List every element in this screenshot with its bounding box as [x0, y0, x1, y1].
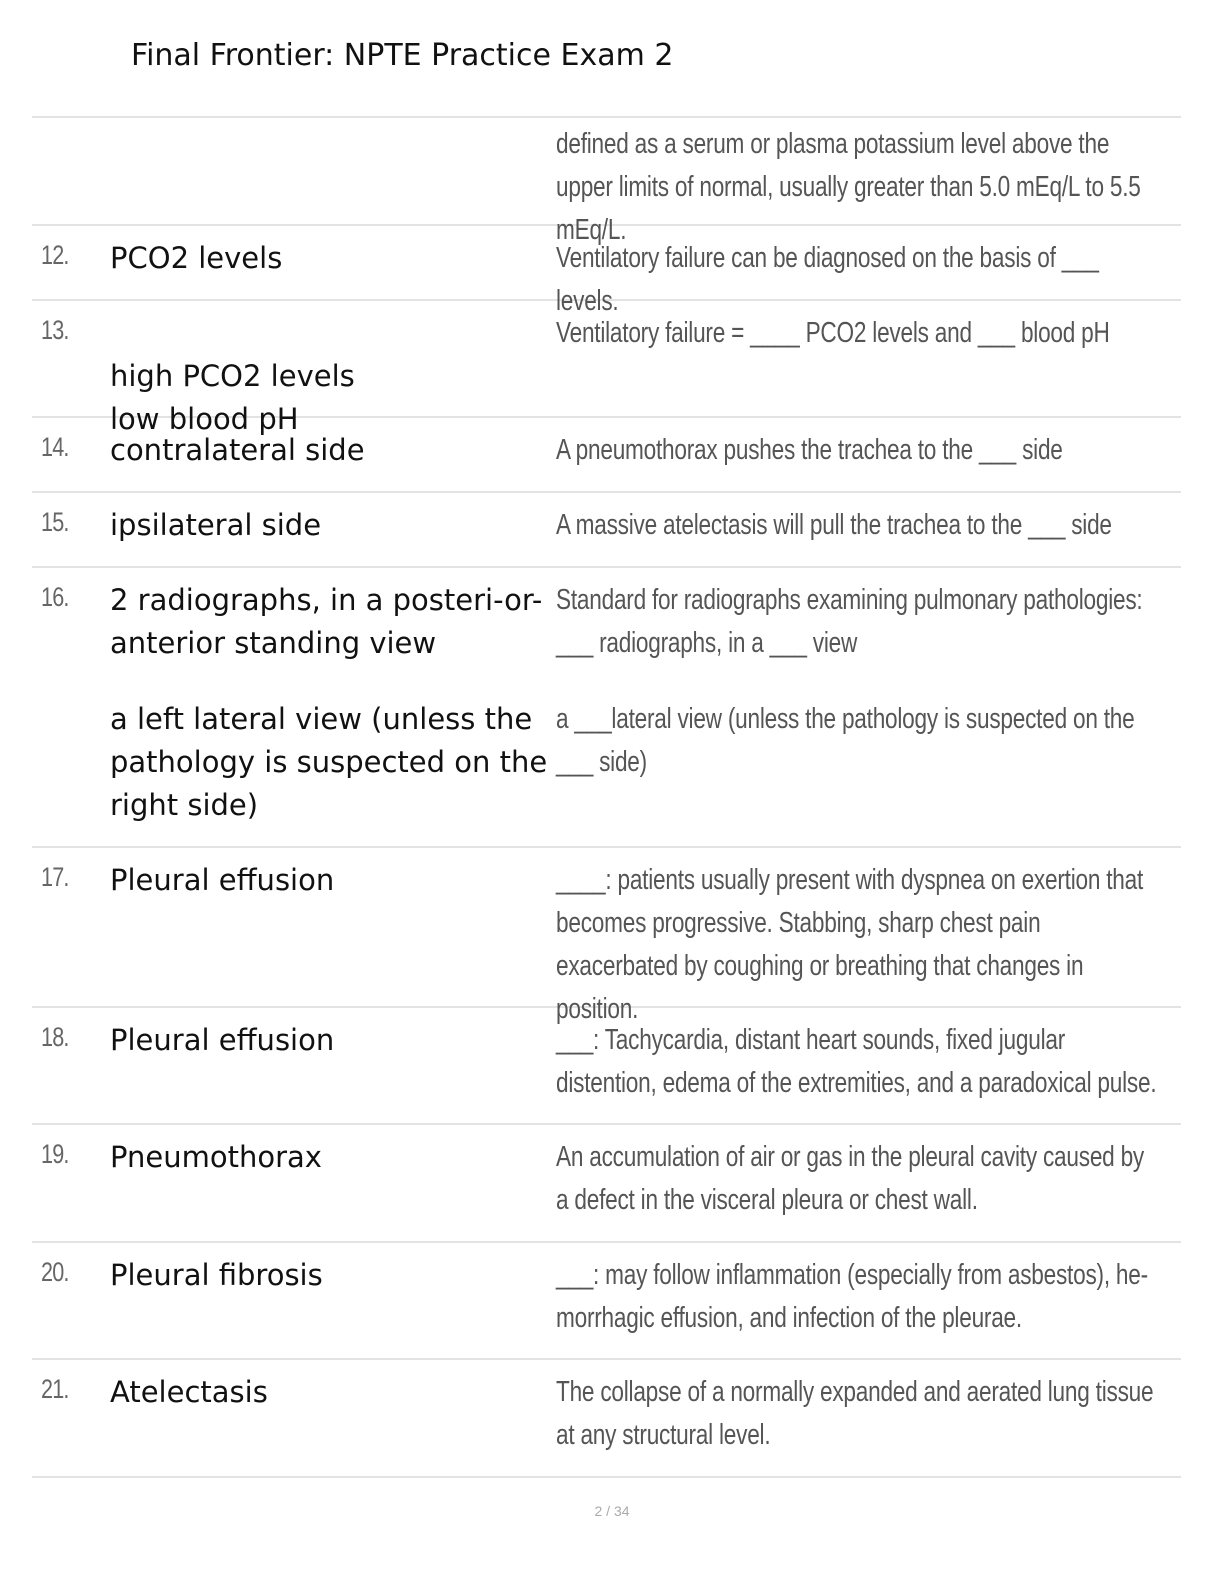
card-term: Pleural effusion [110, 1023, 335, 1057]
card-row [32, 493, 1181, 568]
card-definition: A massive atelectasis will pull the trachea to the ___ side [556, 509, 1112, 541]
card-row [32, 418, 1181, 493]
card-number: 18. [41, 1022, 69, 1052]
card-definition: defined as a serum or plasma potassium level above the upper limits of normal, usually greater than 5.0 mEq/L to 5.5 mEq/L. [556, 128, 1141, 246]
card-row [32, 848, 1181, 1025]
flashcard-table [32, 116, 1181, 1478]
card-term: Pneumothorax [110, 1140, 322, 1174]
card-number: 14. [41, 432, 69, 462]
card-row [32, 118, 1181, 246]
card-term: ipsilateral side [110, 508, 322, 542]
card-definition: Ventilatory failure = ____ PCO2 levels and ___ blood pH [556, 317, 1110, 349]
card-number: 15. [41, 507, 69, 537]
card-row [32, 1360, 1181, 1478]
card-number: 16. [41, 582, 69, 612]
card-term: Pleural fibrosis [110, 1258, 323, 1292]
card-definition: Standard for radiographs examining pulmonary pathologies: ___ radiographs, in a ___ view a ___lateral view (unless the pathology is suspected on the ___ side) [556, 584, 1143, 778]
card-row [32, 1243, 1181, 1360]
card-row [32, 226, 1181, 317]
card-row [32, 301, 1181, 436]
card-term: contralateral side [110, 433, 365, 467]
card-term: PCO2 levels [110, 241, 283, 275]
document-title: Final Frontier: NPTE Practice Exam 2 [131, 38, 674, 73]
card-row [32, 1008, 1181, 1125]
card-number: 17. [41, 862, 69, 892]
card-definition: An accumulation of air or gas in the pleural cavity caused by a defect in the visceral pleura or chest wall. [556, 1141, 1144, 1216]
card-term: 2 radiographs, in a posteri-or-anterior standing view a left lateral view (unless the pathology is suspected on the right side) [110, 583, 548, 822]
card-definition: ___: may follow inflammation (especially from asbestos), he-morrhagic effusion, and infection of the pleurae. [556, 1259, 1148, 1334]
card-term: high PCO2 levels low blood pH [110, 359, 355, 436]
card-definition: ____: patients usually present with dyspnea on exertion that becomes progressive. Stabbing, sharp chest pain exacerbated by coughing or breathing that changes in position. [556, 864, 1144, 1025]
card-number: 21. [41, 1374, 69, 1404]
card-term: Atelectasis [110, 1375, 268, 1409]
card-definition: ___: Tachycardia, distant heart sounds, fixed jugular distention, edema of the extremities, and a paradoxical pulse. [556, 1024, 1157, 1099]
card-number: 12. [41, 240, 69, 270]
card-number: 19. [41, 1139, 69, 1169]
page-number: 2 / 34 [594, 1503, 630, 1519]
card-definition: The collapse of a normally expanded and aerated lung tissue at any structural level. [556, 1376, 1154, 1451]
card-definition: A pneumothorax pushes the trachea to the ___ side [556, 434, 1063, 466]
card-number: 20. [41, 1257, 69, 1287]
card-row [32, 1125, 1181, 1243]
card-row [32, 568, 1181, 848]
card-definition: Ventilatory failure can be diagnosed on the basis of ___ levels. [556, 242, 1099, 317]
card-term: Pleural effusion [110, 863, 335, 897]
card-number: 13. [41, 315, 69, 345]
